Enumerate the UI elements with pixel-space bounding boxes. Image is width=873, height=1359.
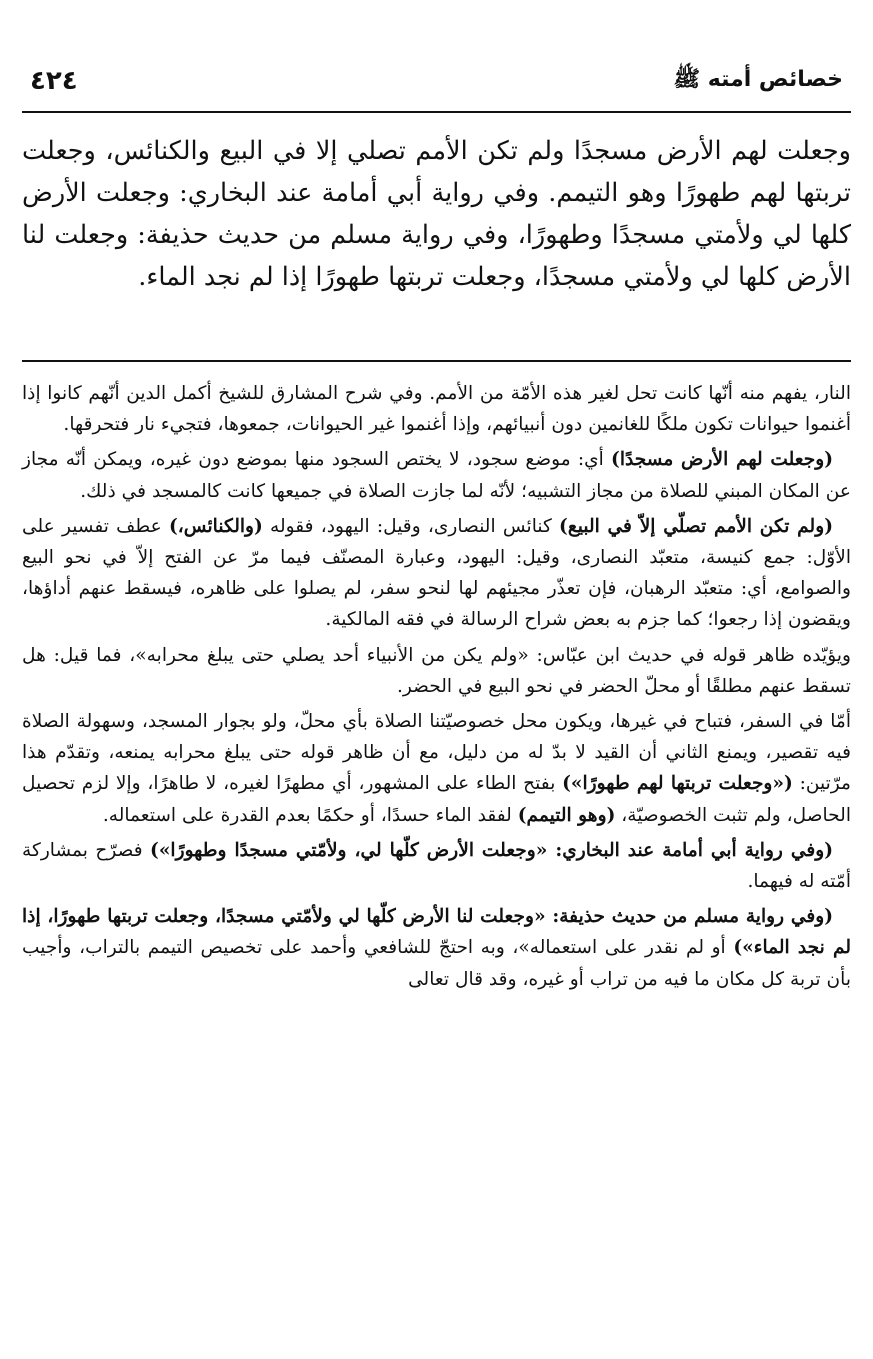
commentary-text: لفقد الماء حسدًا، أو حكمًا بعدم القدرة على استعماله. — [102, 804, 518, 826]
commentary-text: أو لم نقدر على استعماله»، وبه احتجّ للشافعي وأحمد على تخصيص التيمم بالتراب، وأجيب بأن تربة كل مكان ما فيه من تراب أو غيره، وقد قال تعالى — [22, 937, 851, 990]
quoted-matn: (وفي رواية أبي أمامة عند البخاري: «وجعلت الأرض كلّها لي، ولأمّتي مسجدًا وطهورًا») — [150, 839, 833, 861]
commentary-paragraph — [22, 511, 851, 636]
commentary — [22, 378, 851, 999]
quoted-matn: (وهو التيمم) — [517, 804, 616, 826]
header-rule — [22, 111, 851, 113]
commentary-paragraph — [22, 640, 851, 702]
main-text — [22, 130, 851, 298]
page-header — [30, 56, 843, 106]
commentary-text: أي: موضع سجود، لا يختص السجود منها بموضع دون غيره، ويمكن أنّه مجاز عن المكان المبني للصلاة من مجاز التشبيه؛ لأنّه لما جازت الصلاة في جميعها كانت كالمسجد في ذلك. — [22, 449, 851, 502]
quoted-matn: («وجعلت تربتها لهم طهورًا») — [562, 773, 793, 795]
quoted-matn: (والكنائس،) — [168, 515, 263, 537]
footnote-divider — [22, 360, 851, 362]
page-number: ٤٢٤ — [30, 66, 78, 96]
commentary-paragraph — [22, 444, 851, 506]
commentary-paragraph — [22, 835, 851, 897]
commentary-paragraph — [22, 901, 851, 995]
commentary-paragraph — [22, 706, 851, 831]
commentary-text: أمّا في السفر، فتباح في غيرها، ويكون محل خصوصيّتنا الصلاة بأي محلّ، ولو بجوار المسجد، وسهولة الصلاة فيه تقصير، ويمنع الثاني أن القيد لا بدّ له من دليل، مع أن ظاهر قوله حتى يبلغ محرابه يمنعه، وتقدّم هذا مرّتين: — [22, 711, 851, 795]
main-paragraph: وجعلت لهم الأرض مسجدًا ولم تكن الأمم تصلي إلا في البيع والكنائس، وجعلت تربتها لهم طهورًا وهو التيمم. وفي رواية أبي أمامة عند البخاري: وجعلت الأرض كلها لي ولأمتي مسجدًا وطهورًا، وفي رواية مسلم من حديث حذيفة: وجعلت لنا الأرض كلها لي ولأمتي مسجدًا، وجعلت تربتها طهورًا إذا لم نجد الماء. — [22, 136, 851, 292]
commentary-text: فصرّح بمشاركة أمّته له فيهما. — [22, 839, 851, 893]
commentary-text: النار، يفهم منه أنّها كانت تحل لغير هذه الأمّة من الأمم. وفي شرح المشارق للشيخ أكمل الدين أنّهم كانوا إذا أغنموا حيوانات تكون ملكًا للغانمين دون أنبيائهم، وإذا أغنموا غير الحيوانات، جمعوها، فتجيء نار فتحرقها. — [22, 383, 851, 436]
commentary-text: ويؤيّده ظاهر قوله في حديث ابن عبّاس: «ولم يكن من الأنبياء أحد يصلي حتى يبلغ محرابه»، فما قيل: هل تسقط عنهم مطلقًا أو محلّ الحضر في نحو البيع في الحضر. — [22, 644, 851, 697]
running-title: خصائص أمته ﷺ — [673, 67, 843, 92]
quoted-matn: (وفي رواية مسلم من حديث حذيفة: «وجعلت لنا الأرض كلّها لي ولأمّتي مسجدًا، وجعلت تربتها طهورًا، إذا لم نجد الماء») — [22, 906, 851, 959]
quoted-matn: (ولم تكن الأمم تصلّي إلاّ في البيع) — [559, 515, 833, 537]
commentary-text: كنائس النصارى، وقيل: اليهود، فقوله — [262, 515, 560, 537]
quoted-matn: (وجعلت لهم الأرض مسجدًا) — [611, 449, 834, 471]
commentary-text: بفتح الطاء على المشهور، أي مطهرًا لغيره، لا طاهرًا، وإلا لزم تحصيل الحاصل، ولم تثبت الخصوصيّة، — [22, 773, 851, 826]
commentary-paragraph — [22, 378, 851, 440]
commentary-text: عطف تفسير على الأوّل: جمع كنيسة، متعبّد النصارى، وقيل: اليهود، وعبارة المصنّف فيما مرّ عن الفتح إلاّ في نحو البيع والصوامع، أي: متعبّد الرهبان، فإن تعذّر مجيئهم لها لنحو سفر، لم يصلوا على ظاهره، فيسقط عنهم أداؤها، ويقضون إذا رجعوا؛ كما جزم به بعض شراح الرسالة في فقه المالكية. — [22, 515, 851, 631]
